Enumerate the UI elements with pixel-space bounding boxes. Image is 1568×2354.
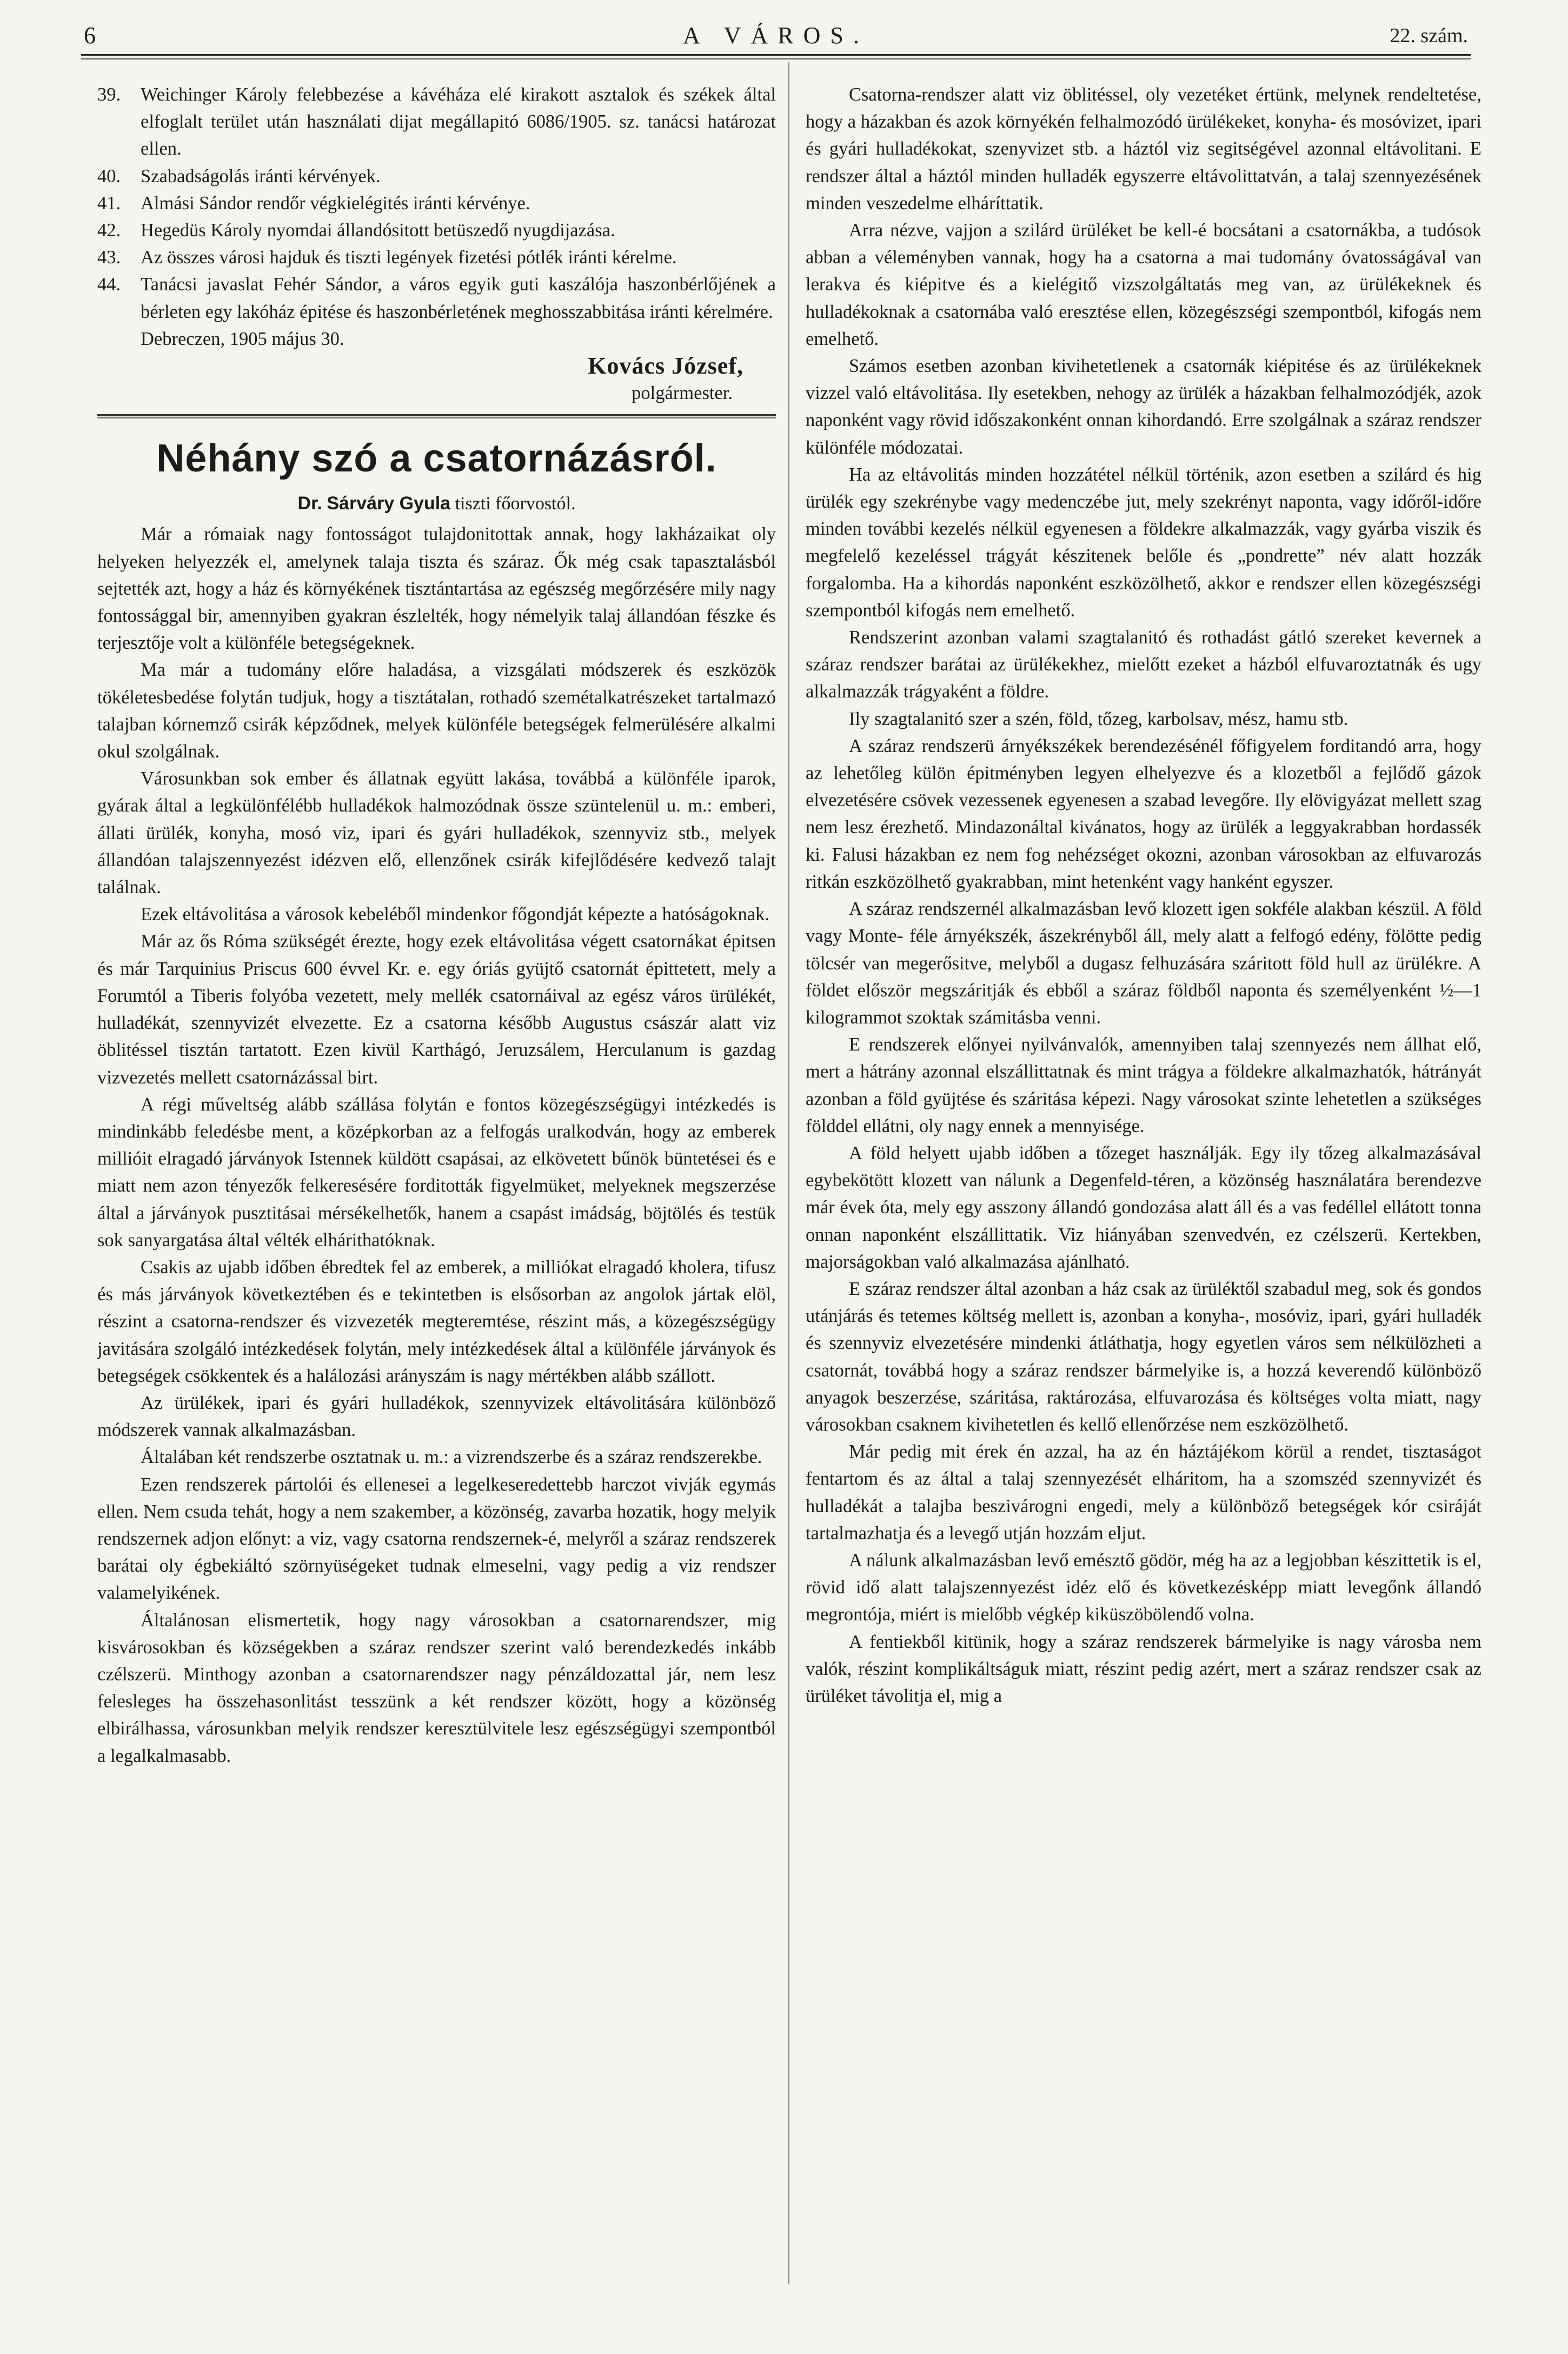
left-column [97, 81, 776, 1770]
agenda-item: 40. Szabadságolás iránti kérvények. [97, 165, 381, 187]
agenda-item: 42. Hegedüs Károly nyomdai állandósitott betüszedő nyugdijazása. [97, 220, 615, 241]
article-paragraph: E száraz rendszer által azonban a ház csak az ürüléktől szabadul meg, sok és gondos utánjárás és tetemes költség mellett is, azonban a konyha-, mosóviz, ipari, gyári hulladék és szennyviz elvezetésére mindenki átláthatja, hogy egyetlen város sem nélkülözheti a csatornát, továbbá hogy a száraz rendszer bármelyike is, a hozzá keverendő különböző anyagok beszerzése, száritása, raktározása, elfuvarozása és költséges volta miatt, nagy városokban csaknem kivihetetlen és kellő ellenőrzése nem eszközölhető. [806, 1278, 1481, 1435]
signature-name: Kovács József, [588, 353, 743, 380]
article-byline: Dr. Sárváry Gyula tiszti főorvostól. [297, 493, 576, 514]
page-number: 6 [84, 22, 96, 49]
agenda-list [97, 81, 776, 325]
issue-number: 22. szám. [1390, 24, 1468, 47]
article-paragraph: Ily szagtalanitó szer a szén, föld, tőzeg, karbolsav, mész, hamu stb. [849, 708, 1348, 729]
article-paragraph: Ha az eltávolitás minden hozzátétel nélkül történik, azon esetben a szilárd és hig ürülék egy szekrénybe vagy medenczébe jut, mely szekrényt naponta, vagy időről-időre minden további kezelés nélkül egyenesen a földekre alkalmazzák, vagy gyárba viszik és megfelelő kezeléssel trágyát készitenek belőle és „pondrette” név alatt hozzák forgalomba. Ha a kihordás naponként eszközölhető, akkor e rendszer ellen közegészségi szempontból kifogás nem emelhető. [806, 464, 1481, 621]
section-divider [97, 414, 776, 416]
agenda-item: 44. Tanácsi javaslat Fehér Sándor, a város egyik guti kaszálója haszonbérlőjének a bérleten egy lakóház épitése és haszonbérletének meghosszabbitása iránti kérelmére. [97, 274, 776, 322]
article-paragraph: Rendszerint azonban valami szagtalanitó és rothadást gátló szereket kevernek a száraz rendszer barátai az ürülékekhez, mielőtt ezeket a házból elfuvaroztatnák és ugy alkalmazzák trágyaként a földre. [806, 627, 1481, 702]
article-paragraph: Már a rómaiak nagy fontosságot tulajdonitottak annak, hogy lakházaikat oly helyeken helyezzék el, amelynek talaja tiszta és száraz. Ők még csak tapasztalásból sejtették azt, hogy a ház és környékének tisztántartása az egészség megőrzésére mily nagy fontossággal bir, amennyiben gyakran észlelték, hogy némelyik talaj állandóan fészke és terjesztője volt a különféle betegségeknek. [97, 524, 776, 654]
article-paragraph: Ezek eltávolitása a városok kebeléből mindenkor főgondját képezte a hatóságoknak. [141, 904, 769, 925]
article-paragraph: A nálunk alkalmazásban levő emésztő gödör, még ha az a legjobban készittetik is el, rövid idő alatt talajszennyezést idéz elő és következésképp miatt levegőnk állandó megrontója, miért is mielőbb végkép kiküszöbölendő volna. [806, 1550, 1481, 1625]
article-paragraph: E rendszerek előnyei nyilvánvalók, amennyiben talaj szennyezés nem állhat elő, mert a hátrány azonnal elszállittatnak és mint trágya a földekre alkalmazhatók, hátrányát azonban a föld gyüjtése és száritása képezi. Nagy városokat szinte lehetetlen a szükséges földdel ellátni, oly nagy ennek a mennyisége. [806, 1034, 1481, 1136]
article-paragraph: Csatorna-rendszer alatt viz öblitéssel, oly vezetéket értünk, melynek rendeltetése, hogy a házakban és azok környékén felhalmozódó ürülékeket, konyha- és mosóvizet, ipari és gyári hulladékokat, szenyvizet stb. a háztól viz segitségével azonnal eltávolitani. E rendszer által a háztól minden hulladék egyszerre eltávolittatván, a talaj szennyezésének minden veszedelme elháríttatik. [806, 84, 1481, 214]
agenda-item: 41. Almási Sándor rendőr végkielégités iránti kérvénye. [97, 192, 530, 214]
article-paragraph: Számos esetben azonban kivihetetlenek a csatornák kiépitése és az ürülékeknek vizzel való eltávolitása. Ily esetekben, nehogy az ürülék a házakban felhalmozódjék, azok naponként vagy rövid időszakonként onnan kihordandó. Erre szolgálnak a száraz rendszer különféle módozatai. [806, 356, 1481, 458]
article-paragraph: A régi műveltség alább szállása folytán e fontos közegészségügyi intézkedés is mindinkább feledésbe ment, a középkorban az a felfogás uralkodván, hogy az emberek millióit elragadó járványok Istennek küldött csapásai, az elkövetett bűnök büntetései és e miatt nem azon tényezők felkeresésére forditották figyelmüket, melyeknek megszerzése által a járványok pusztitásai mérsékelhetők, hanem a csapást imádság, böjtölés és testük sok sanyargatása által vélték elhárithatóknak. [97, 1094, 776, 1251]
right-column [806, 81, 1481, 1710]
header-rule [81, 54, 1471, 56]
place-date: Debreczen, 1905 május 30. [141, 328, 344, 349]
article-paragraph: A száraz rendszernél alkalmazásban levő klozett igen sokféle alakban készül. A föld vagy Monte- féle árnyékszék, ászekrényből áll, mely alatt a felfogó edény, fölötte pedig tölcsér van megerősitve, melyből a dugasz felhuzására száritott föld hull az ürülékre. A földet először megszáritják és ebből a száraz földből naponta és személyenként ½—1 kilogrammot szoktak számitásba venni. [806, 899, 1481, 1028]
article-paragraph: Az ürülékek, ipari és gyári hulladékok, szennyvizek eltávolitására különböző módszerek vannak alkalmazásban. [97, 1392, 776, 1441]
article-paragraph: Általánosan elismertetik, hogy nagy városokban a csatornarendszer, mig kisvárosokban és községekben a száraz rendszer szerint való berendezkedés inkább czélszerü. Minthogy azonban a csatornarendszer nagy pénzáldozattal jár, nem lesz felesleges ha összehasonlitást tesszünk a két rendszer között, hogy a közönség elbirálhassa, városunkban melyik rendszer keresztülvitele lesz egészségügyi szempontból a legalkalmasabb. [97, 1610, 776, 1766]
signature-role: polgármester. [632, 383, 733, 404]
article-paragraph: Ezen rendszerek pártolói és ellenesei a legelkeseredettebb harczot vivják egymás ellen. Nem csuda tehát, hogy a nem szakember, a közönség, zavarba hozatik, hogy melyik rendszernek adjon előnyt: a viz, vagy csatorna rendszernek-é, melyről a száraz rendszerek barátai oly égbekiáltó szörnyüségeket tudnak elmeselni, vagy pedig a viz rendszer valamelyikének. [97, 1474, 776, 1604]
article-paragraph: A föld helyett ujabb időben a tőzeget használják. Egy ily tőzeg alkalmazásával egybekötött klozett van nálunk a Degenfeld-téren, a közönség használatára berendezve már évek óta, mely egy asszony állandó gondozása alatt áll és a vas fedéllel ellátott tonna onnan naponként elszállittatik. Viz hiányában szenvedvén, ez czélszerü. Kertekben, majorságokban való alkalmazása ajánlható. [806, 1142, 1481, 1272]
article-paragraph: Már pedig mit érek én azzal, ha az én háztájékom körül a rendet, tisztaságot fentartom és az által a talaj szennyezését elháritom, ha a szomszéd szennyvizét és hulladékát a talajba beszivárogni engedi, mely a különböző betegségek kór csiráját tartalmazhatja és a levegő utján hozzám eljut. [806, 1441, 1481, 1544]
column-divider [788, 62, 789, 2284]
agenda-item: 39. Weichinger Károly felebbezése a kávéháza elé kirakott asztalok és székek által elfoglalt terület után használati dijat megállapitó 6086/1905. sz. tanácsi határozat ellen. [97, 84, 776, 159]
article-paragraph: Városunkban sok ember és állatnak együtt lakása, továbbá a különféle iparok, gyárak által a legkülönfélébb hulladékok halmozódnak össze szüntelenül u. m.: emberi, állati ürülék, konyha, mosó viz, ipari és gyári hulladékok, szennyviz stb., melyek állandóan talajszennyezést idézven elő, ellenzőnek csirák kifejlődésére kedvező talajt találnak. [97, 768, 776, 898]
article-paragraph: Már az ős Róma szükségét érezte, hogy ezek eltávolitása végett csatornákat épitsen és már Tarquinius Priscus 600 évvel Kr. e. egy óriás gyüjtő csatornát épittetett, mely a Forumtól a Tiberis folyóba vezetett, mely mellék csatornáival az egész város ürülékét, hulladékát, szennyvizét elvezette. Ez a csatorna később Augustus császár alatt viz öblitéssel tisztán tartatott. Ezen kivül Karthágó, Jeruzsálem, Herculanum is gazdag vizvezetés mellett csatornázással birt. [97, 931, 776, 1088]
article-paragraph: Általában két rendszerbe osztatnak u. m.: a vizrendszerbe és a száraz rendszerekbe. [141, 1447, 762, 1468]
article-paragraph: A fentiekből kitünik, hogy a száraz rendszerek bármelyike is nagy városba nem valók, részint komplikáltságuk miatt, részint pedig azért, mert a száraz rendszer csak az ürüléket távolitja el, mig a [806, 1631, 1481, 1706]
article-paragraph: Csakis az ujabb időben ébredtek fel az emberek, a milliókat elragadó kholera, tifusz és más járványok következtében és e tekintetben is elsősorban az angolok jártak elöl, részint a csatorna-rendszer és vizvezeték megteremtése, részint más, a közegészségügy javitására szolgáló intézkedések folytán, mely intézkedések által a különféle járványok és betegségek csökkentek és a halálozási arányszám is nagy mértékben alább szállott. [97, 1256, 776, 1386]
header-rule-secondary [81, 58, 1471, 59]
page-header [81, 16, 1471, 59]
article-paragraph: A száraz rendszerü árnyékszékek berendezésénél főfigyelem forditandó arra, hogy az lehetőleg külön épitményben legyen elhelyezve és a klozetből a fejlődő gázok elvezetésére csövek vezessenek egyenesen a szabad levegőre. Ily elövigyázat mellett szag nem lesz érezhető. Mindazonáltal kivánatos, hogy az ürülék a leggyakrabban hordassék ki. Falusi házakban ez nem fog nehézséget okozni, azonban városokban az elfuvarozás ritkán eszközölhető gyakrabban, mint hetenként vagy hanként egyszer. [806, 735, 1481, 892]
article-title: Néhány szó a csatornázásról. [156, 437, 717, 481]
article-paragraph: Arra nézve, vajjon a szilárd ürüléket be kell-é bocsátani a csatornákba, a tudósok abban a véleményben vannak, hogy ha a csatorna a mai tudomány óvatosságával van lerakva és kiépitve és a kielégitő vizszolgáltatás meg van, az ürülékeknek és hulladékoknak a csatornába való eresztése ellen, közegészségi szempontból, kifogás nem emelhető. [806, 220, 1481, 349]
section-divider-secondary [97, 417, 776, 418]
agenda-item: 43. Az összes városi hajduk és tiszti legények fizetési pótlék iránti kérelme. [97, 247, 677, 268]
newspaper-title: A VÁROS. [683, 22, 869, 49]
article-paragraph: Ma már a tudomány előre haladása, a vizsgálati módszerek és eszközök tökéletesbedése folytán tudjuk, hogy a tisztátalan, rothadó szemétalkatrészeket tartalmazó talajban kórnemző csirák képződnek, melyek különféle betegségek felmerülésére alkalmi okul szolgálnak. [97, 660, 776, 762]
